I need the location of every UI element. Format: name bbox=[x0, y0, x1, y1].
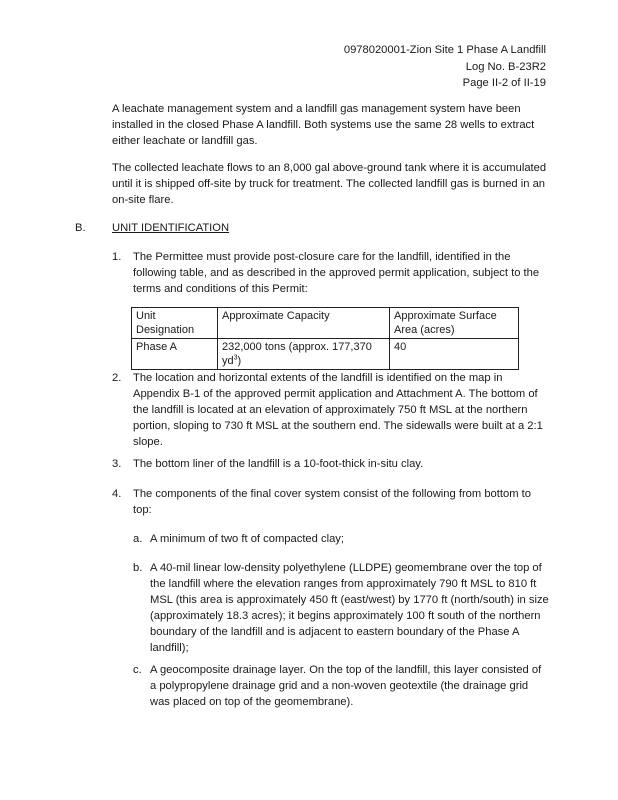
subitem-letter-c: c. bbox=[133, 664, 142, 676]
table-cell-capacity bbox=[218, 339, 390, 370]
table-header-area: Approximate Surface Area (acres) bbox=[390, 308, 519, 339]
table-header-unit: Unit Designation bbox=[132, 308, 218, 339]
capacity-value: 232,000 tons (approx. 177,370 yd bbox=[222, 341, 372, 367]
item-text-1: The Permittee must provide post-closure care for the landfill, identified in the following table, and as described in the approved permit application, subject to the terms and conditions of this Permit: bbox=[133, 251, 540, 295]
item-number-3: 3. bbox=[112, 458, 122, 470]
capacity-close: ) bbox=[237, 355, 242, 367]
item-text-2: The location and horizontal extents of the landfill is identified on the map in Appendix B-1 of the approved permit application and Attachment A. The bottom of the landfill is located at an elevation of approximately 750 ft MSL at the northern portion, sloping to 730 ft MSL at the southern end. The sidewalls were built at a 2:1 slope. bbox=[133, 372, 543, 448]
subitem-text-a: A minimum of two ft of compacted clay; bbox=[150, 533, 344, 545]
section-title: UNIT IDENTIFICATION bbox=[112, 222, 230, 234]
table-cell-unit: Phase A bbox=[132, 339, 218, 370]
table-row bbox=[132, 339, 519, 370]
subitem-letter-a: a. bbox=[133, 533, 143, 545]
subitem-letter-b: b. bbox=[133, 562, 143, 574]
table-header-capacity: Approximate Capacity bbox=[218, 308, 390, 339]
unit-table bbox=[131, 307, 519, 370]
header-page-number: Page II-2 of II-19 bbox=[462, 77, 546, 89]
header-site: 0978020001-Zion Site 1 Phase A Landfill bbox=[343, 44, 546, 56]
table-cell-area: 40 bbox=[390, 339, 519, 370]
table-header-row bbox=[132, 308, 519, 339]
page-header bbox=[246, 42, 546, 92]
intro-paragraph-2: The collected leachate flows to an 8,000 gal above-ground tank where it is accumulated until it is shipped off-site by truck for treatment. The collected landfill gas is burned in an on-site flare. bbox=[112, 162, 547, 206]
intro-paragraph-1: A leachate management system and a landfill gas management system have been installed in the closed Phase A landfill. Both systems use the same 28 wells to extract either leachate or landfill gas. bbox=[112, 103, 535, 147]
capacity-superscript: 3 bbox=[233, 354, 238, 362]
item-text-3: The bottom liner of the landfill is a 10-foot-thick in-situ clay. bbox=[133, 458, 424, 470]
item-number-1: 1. bbox=[112, 251, 122, 263]
header-log-number: Log No. B-23R2 bbox=[465, 60, 546, 73]
section-letter: B. bbox=[75, 222, 86, 234]
item-number-4: 4. bbox=[112, 488, 122, 500]
subitem-text-b: A 40-mil linear low-density polyethylene (LLDPE) geomembrane over the top of the landfill where the elevation ranges from approximately 790 ft MSL to 810 ft MSL (this area is approximately 450 ft (east/west) by 1770 ft (north/south) in size (approximately 18.3 acres); it begins approximately 100 ft south of the northern boundary of the landfill and is adjacent to eastern boundary of the Phase A landfill); bbox=[150, 562, 549, 654]
subitem-text-c: A geocomposite drainage layer. On the top of the landfill, this layer consisted of a polypropylene drainage grid and a non-woven geotextile (the drainage grid was placed on top of the geomembrane). bbox=[150, 664, 542, 708]
item-number-2: 2. bbox=[112, 372, 122, 384]
item-text-4: The components of the final cover system consist of the following from bottom to top: bbox=[133, 488, 531, 516]
